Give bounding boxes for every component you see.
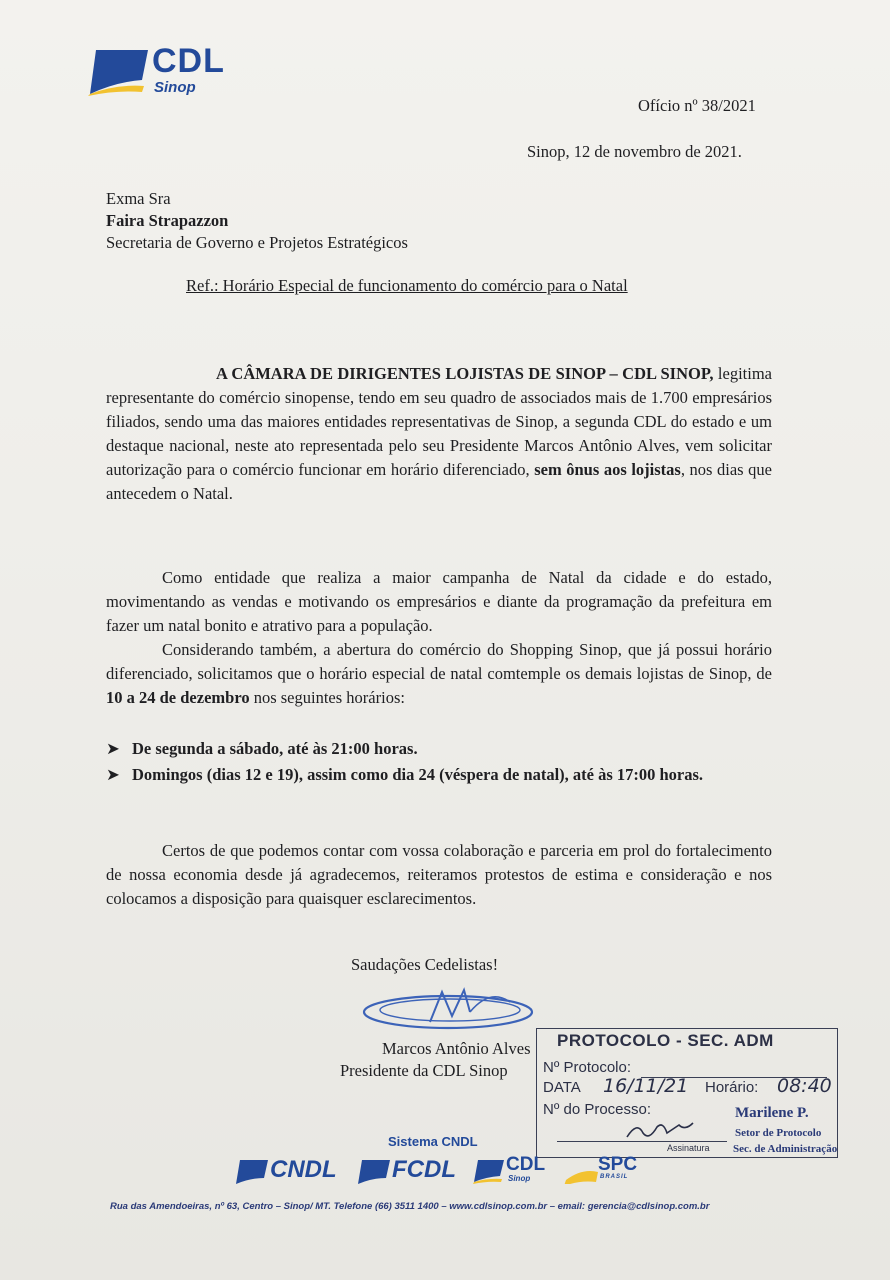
- logo-subtext: Sinop: [154, 79, 196, 96]
- signatory-role: Presidente da CDL Sinop: [340, 1061, 508, 1080]
- system-title: Sistema CNDL: [388, 1134, 478, 1149]
- stamp-official-sector: Setor de Protocolo: [735, 1127, 822, 1139]
- reference-line: Ref.: Horário Especial de funcionamento do comércio para o Natal: [186, 276, 628, 295]
- spc-logo-mark-icon: [564, 1158, 600, 1184]
- recipient-title: Secretaria de Governo e Projetos Estratégicos: [106, 233, 408, 252]
- no-cost-phrase: sem ônus aos lojistas: [534, 460, 681, 479]
- footer-address: Rua das Amendoeiras, nº 63, Centro – Sinop/ MT. Telefone (66) 3511 1400 – www.cdlsinop.com.br – email: gerencia@cdlsinop.com.br: [110, 1201, 710, 1212]
- cdl-footer-text: CDL: [506, 1154, 546, 1175]
- paragraph-1-text: legitima representante do comércio sinopense, tendo em seu quadro de associados mais de 1.700 empresários filiados, sendo uma das maiores entidades representativas de Sinop, a segunda CDL do estado e um destaque nacional, neste ato representada pelo seu Presidente Marcos Antônio Alves, vem solicitar autorização para o comércio funcionar em horário diferenciado,: [106, 364, 772, 479]
- entity-name: A CÂMARA DE DIRIGENTES LOJISTAS DE SINOP – CDL SINOP,: [216, 364, 714, 383]
- schedule-item-text: Domingos (dias 12 e 19), assim como dia 24 (véspera de natal), até às 17:00 horas.: [132, 765, 704, 784]
- paragraph-3-end: nos seguintes horários:: [249, 688, 405, 707]
- fcdl-logo-mark-icon: [356, 1158, 392, 1184]
- stamp-title: PROTOCOLO - SEC. ADM: [557, 1031, 774, 1050]
- cndl-logo-text: CNDL: [270, 1156, 337, 1183]
- paragraph-3: [106, 638, 772, 710]
- signatory-name: Marcos Antônio Alves: [382, 1039, 531, 1058]
- fcdl-logo-text: FCDL: [392, 1156, 456, 1183]
- cdl-logo-mark-icon: [86, 46, 150, 96]
- letter-date: Sinop, 12 de novembro de 2021.: [527, 142, 742, 161]
- paragraph-2: Como entidade que realiza a maior campanha de Natal da cidade e do estado, movimentando as vendas e motivando os empresários e diante da programação da prefeitura em fazer um natal bonito e atrativo para a população.: [106, 568, 772, 635]
- paragraph-1-end: , nos dias que antecedem o Natal.: [106, 460, 772, 503]
- oficio-number: Ofício nº 38/2021: [638, 96, 756, 115]
- spc-logo: [564, 1156, 644, 1186]
- stamp-protocol-label: Nº Protocolo:: [543, 1059, 632, 1076]
- recipient-salutation: Exma Sra: [106, 189, 171, 208]
- handwritten-signature: [360, 982, 540, 1034]
- stamp-time-value: 08:40: [777, 1075, 832, 1097]
- paragraph-3-text: Considerando também, a abertura do comércio do Shopping Sinop, que já possui horário diferenciado, solicitamos que o horário especial de natal comtemple os demais lojistas de Sinop, de: [106, 640, 772, 683]
- stamp-date-value: 16/11/21: [603, 1075, 689, 1097]
- spc-logo-text: SPC: [598, 1154, 638, 1175]
- stamp-date-label: DATA: [543, 1079, 581, 1096]
- stamp-official-department: Sec. de Administração: [733, 1143, 838, 1155]
- stamp-process-label: Nº do Processo:: [543, 1101, 652, 1118]
- cdl-logo: [86, 44, 226, 100]
- stamp-signature-scribble: [623, 1119, 703, 1143]
- paragraph-1: [106, 362, 772, 506]
- date-range: 10 a 24 de dezembro: [106, 688, 250, 707]
- spc-logo-subtext: BRASIL: [600, 1174, 629, 1180]
- stamp-signature-label: Assinatura: [667, 1143, 710, 1153]
- schedule-item-text: De segunda a sábado, até às 21:00 horas.: [132, 739, 418, 758]
- cdl-sinop-footer-logo: [472, 1156, 552, 1186]
- cdl-footer-mark-icon: [472, 1158, 506, 1184]
- schedule-item: [106, 763, 772, 787]
- paragraph-4: Certos de que podemos contar com vossa colaboração e parceria em prol do fortalecimento de nossa economia desde já agradecemos, reiteramos protestos de estima e consideração e nos colocamos a disposição para quaisquer esclarecimentos.: [106, 841, 772, 908]
- recipient-name: Faira Strapazzon: [106, 211, 229, 230]
- logo-text: CDL: [152, 42, 225, 80]
- cndl-logo-mark-icon: [234, 1158, 270, 1184]
- arrow-bullet-icon: ➤: [106, 739, 120, 758]
- stamp-official-name: Marilene P.: [735, 1105, 809, 1121]
- schedule-item: [106, 737, 772, 761]
- arrow-bullet-icon: ➤: [106, 765, 120, 784]
- protocol-stamp: [536, 1028, 838, 1158]
- closing-greeting: Saudações Cedelistas!: [351, 955, 499, 974]
- stamp-time-label: Horário:: [705, 1079, 759, 1096]
- cdl-footer-subtext: Sinop: [508, 1174, 531, 1183]
- fcdl-logo: [356, 1156, 476, 1186]
- cndl-logo: [234, 1156, 354, 1186]
